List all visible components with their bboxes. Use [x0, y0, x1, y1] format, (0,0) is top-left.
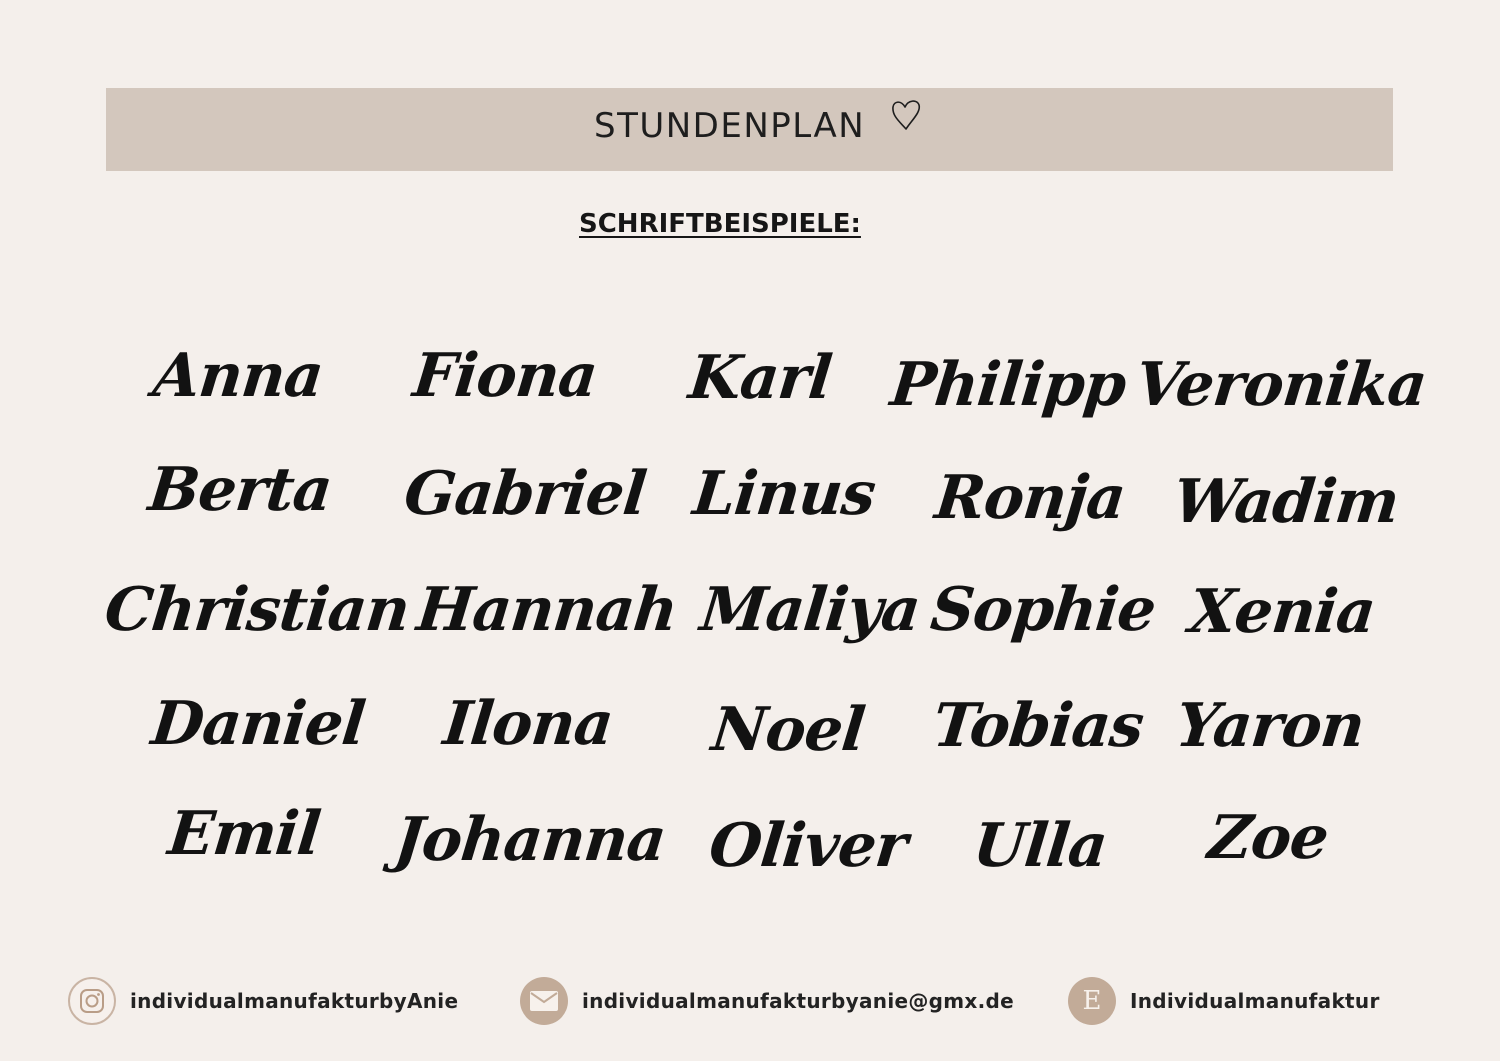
name-sample: Hannah: [413, 575, 681, 645]
name-sample: Noel: [708, 695, 868, 765]
footer-etsy[interactable]: [1068, 976, 1380, 1026]
name-sample: Xenia: [1185, 577, 1379, 647]
name-sample: Emil: [164, 799, 324, 869]
name-sample: Tobias: [929, 691, 1147, 761]
name-sample: Maliya: [697, 575, 923, 645]
name-sample: Linus: [689, 459, 879, 529]
name-sample: Philipp: [887, 350, 1129, 420]
name-sample: Ronja: [931, 463, 1129, 533]
footer-email[interactable]: [520, 976, 1014, 1026]
name-sample: Oliver: [706, 811, 910, 881]
name-sample: Fiona: [409, 341, 601, 411]
etsy-shop-name: Individualmanufaktur: [1130, 989, 1380, 1013]
name-sample: Wadim: [1170, 467, 1402, 537]
etsy-icon: E: [1068, 977, 1116, 1025]
name-sample: Christian: [101, 575, 413, 645]
name-sample: Yaron: [1172, 691, 1368, 761]
name-sample: Daniel: [148, 689, 368, 759]
name-sample: Ilona: [440, 689, 616, 759]
name-sample: Berta: [145, 455, 335, 525]
name-sample: Sophie: [927, 575, 1159, 645]
page-title: STUNDENPLAN: [594, 106, 866, 146]
footer-instagram[interactable]: [68, 976, 458, 1026]
name-sample: Ulla: [969, 811, 1111, 881]
name-sample: Veronika: [1132, 350, 1430, 420]
name-sample: Johanna: [391, 805, 669, 875]
email-address: individualmanufakturbyanie@gmx.de: [582, 989, 1014, 1013]
name-sample: Karl: [685, 343, 835, 413]
name-sample: Anna: [149, 341, 327, 411]
mail-icon: [520, 977, 568, 1025]
name-sample: Zoe: [1204, 803, 1332, 873]
instagram-handle: individualmanufakturbyAnie: [130, 989, 459, 1013]
instagram-icon: [68, 977, 116, 1025]
name-sample: Gabriel: [401, 459, 649, 529]
section-heading: SCHRIFTBEISPIELE:: [579, 209, 861, 239]
